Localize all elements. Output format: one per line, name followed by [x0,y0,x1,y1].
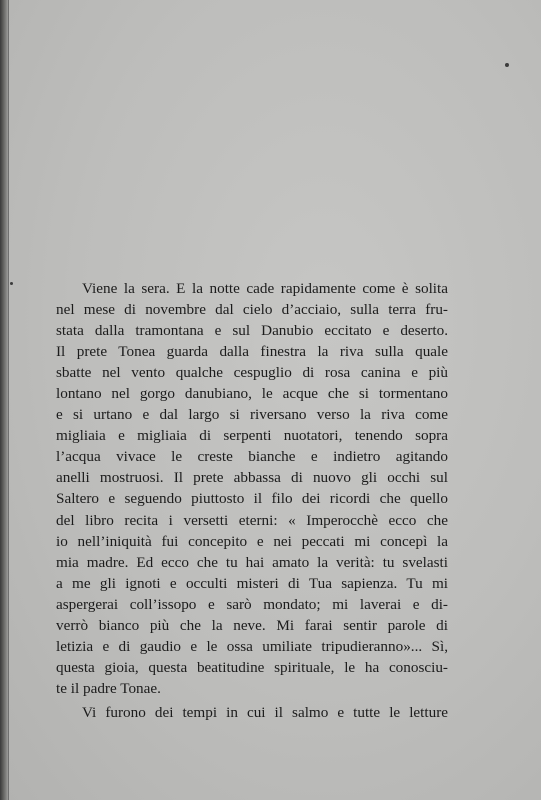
text-line: mia madre. Ed ecco che tu hai amato la verità: tu svelasti [56,553,448,571]
body-text [56,278,448,723]
text-line: aspergerai coll’issopo e sarò mondato; mi laverai e di- [56,595,448,613]
paragraph-1 [56,278,448,699]
paragraph-2 [56,702,448,723]
paper-speck [505,63,509,67]
text-line: del libro recita i versetti eterni: « Imperocchè ecco che [56,511,448,529]
text-line: a me gli ignoti e occulti misteri di Tua sapienza. Tu mi [56,574,448,592]
text-line: nel mese di novembre dal cielo d’acciaio, sulla terra fru- [56,301,448,319]
text-line: Saltero e seguendo piuttosto il filo dei ricordi che quello [56,490,448,508]
text-line: migliaia e migliaia di serpenti nuotatori, tenendo sopra [56,427,448,445]
text-line: sbatte nel vento qualche cespuglio di rosa canina e più [56,364,448,382]
text-line: l’acqua vivace le creste bianche e indietro agitando [56,448,448,466]
text-line: stata dalla tramontana e sul Danubio eccitato e deserto. [56,322,448,340]
text-line: verrò bianco più che la neve. Mi farai sentir parole di [56,616,448,634]
text-line: e si urtano e dal largo si riversano verso la riva come [56,406,448,424]
text-line: letizia e di gaudio e le ossa umiliate tripudieranno»... Sì, [56,637,448,655]
text-line: anelli mostruosi. Il prete abbassa di nuovo gli occhi sul [56,469,448,487]
text-line: Vi furono dei tempi in cui il salmo e tutte le letture [82,703,448,721]
text-line: Viene la sera. E la notte cade rapidamente come è solita [82,280,448,297]
paper-speck [10,282,13,285]
text-line: questa gioia, questa beatitudine spirituale, le ha conosciu- [56,658,448,676]
text-line: io nell’iniquità fui concepito e nei peccati mi concepì la [56,532,448,550]
text-line: Il prete Tonea guarda dalla finestra la riva sulla quale [56,343,448,361]
text-line: te il padre Tonae. [56,679,161,697]
page-edge-line [8,0,9,800]
text-line: lontano nel gorgo danubiano, le acque che si tormentano [56,385,448,403]
